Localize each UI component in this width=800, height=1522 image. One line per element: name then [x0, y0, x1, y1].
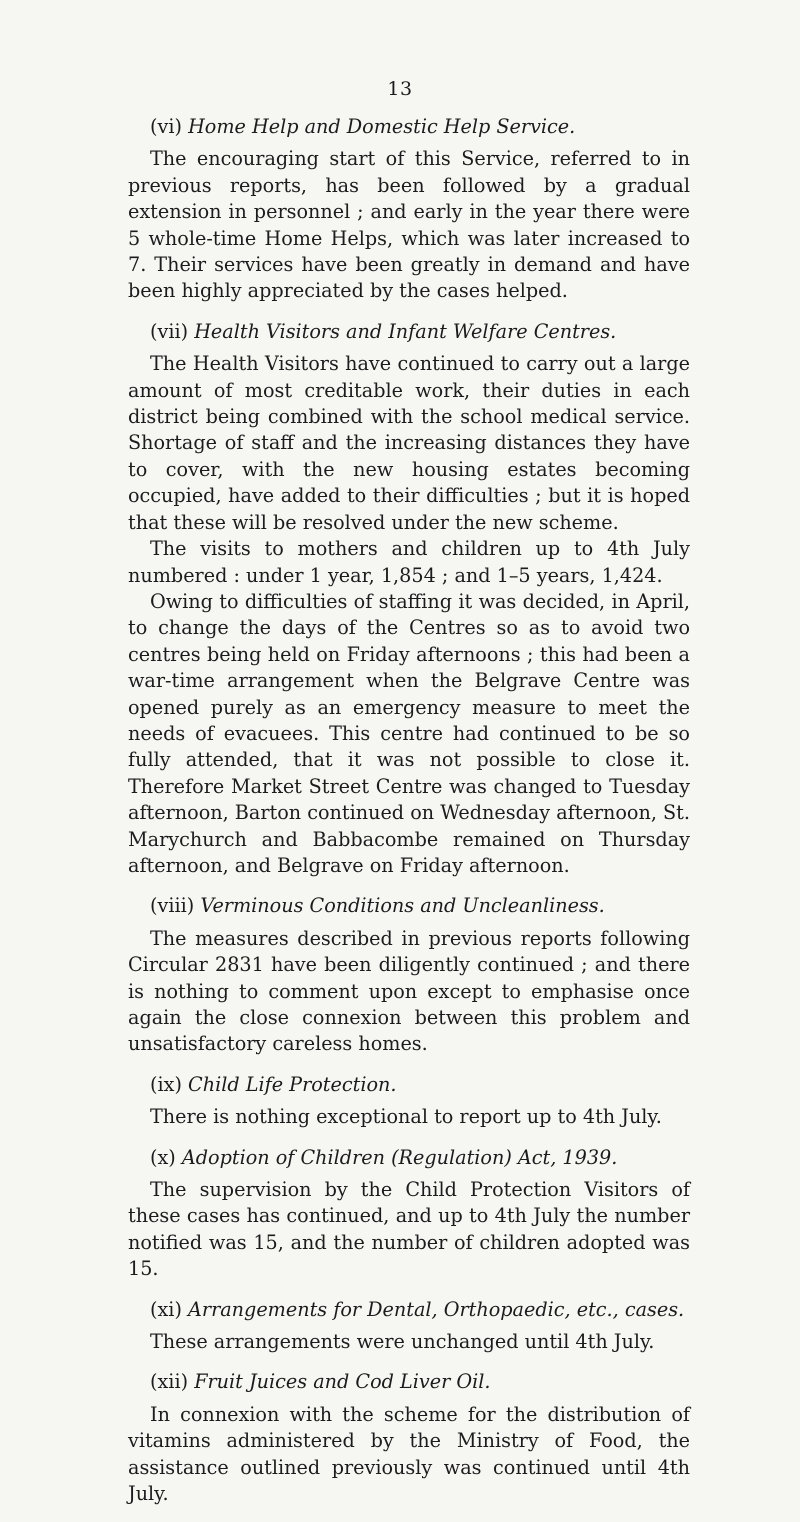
page-number: 13	[387, 78, 413, 100]
section-number: (xi)	[150, 1297, 182, 1321]
paragraph: The Health Visitors have continued to carry out a large amount of most creditable work, their duties in each district being combined with the school medical service. Shortage of staff and the increasing distances they have to cover, with the new housing estates becoming occupied, have added to their difficulties ; but it is hoped that these will be resolved under the new scheme.	[128, 352, 690, 534]
section-number: (vii)	[150, 319, 189, 343]
paragraph: There is nothing exceptional to report up to 4th July.	[150, 1105, 662, 1129]
section-title: Adoption of Children (Regulation) Act, 1939.	[181, 1145, 618, 1169]
section-health-visitors	[128, 319, 690, 880]
section-heading	[128, 1369, 690, 1395]
section-heading	[128, 1072, 690, 1098]
section-number: (vi)	[150, 115, 182, 138]
section-child-life-protection	[128, 1072, 690, 1131]
section-title: Child Life Protection.	[188, 1072, 397, 1096]
section-heading	[128, 1145, 690, 1171]
section-title: Health Visitors and Infant Welfare Centres.	[194, 319, 617, 343]
paragraph: In connexion with the scheme for the distribution of vitamins administered by the Ministry of Food, the assistance outlined previously was continued until 4th July.	[128, 1402, 690, 1506]
paragraph: Owing to difficulties of staffing it was decided, in April, to change the days of the Centres so as to avoid two centres being held on Friday afternoons ; this had been a war-time arrangement when the Belgrave Centre was opened purely as an emergency measure to meet the needs of evacuees. This centre had continued to be so fully attended, that it was not possible to close it. Therefore Market Street Centre was changed to Tuesday afternoon, Barton continued on Wednesday afternoon, St. Marychurch and Babbacombe remained on Thursday afternoon, and Belgrave on Friday afternoon.	[128, 589, 690, 877]
section-title: Verminous Conditions and Uncleanliness.	[200, 894, 605, 918]
paragraph: The encouraging start of this Service, referred to in previous reports, has been followed by a gradual extension in personnel ; and early in the year there were 5 whole-time Home Helps, which was later increased to 7. Their services have been greatly in demand and have been highly appreciated by the cases helped.	[128, 147, 690, 303]
section-number: (x)	[150, 1145, 176, 1169]
section-heading	[128, 1297, 690, 1323]
paragraph: The supervision by the Child Protection Visitors of these cases has continued, and up to 4th July the number notified was 15, and the number of children adopted was 15.	[128, 1178, 690, 1281]
paragraph: These arrangements were unchanged until 4th July.	[150, 1330, 655, 1354]
paragraph: The visits to mothers and children up to 4th July numbered : under 1 year, 1,854 ; and 1–5 years, 1,424.	[128, 537, 690, 587]
section-title: Fruit Juices and Cod Liver Oil.	[194, 1370, 491, 1394]
section-title: Home Help and Domestic Help Service.	[188, 115, 576, 138]
section-number: (ix)	[150, 1072, 182, 1096]
section-heading	[128, 114, 690, 140]
document-body	[128, 114, 690, 1522]
paragraph: The measures described in previous reports following Circular 2831 have been diligently continued ; and there is nothing to comment upon except to emphasise once again the close connexion between this problem and unsatisfactory careless homes.	[128, 926, 690, 1056]
section-fruit-juices	[128, 1369, 690, 1507]
section-title: Arrangements for Dental, Orthopaedic, etc., cases.	[188, 1297, 685, 1321]
section-adoption-act	[128, 1145, 690, 1283]
section-verminous-conditions	[128, 893, 690, 1057]
section-number: (viii)	[150, 894, 195, 918]
section-heading	[128, 893, 690, 919]
section-number: (xii)	[150, 1370, 189, 1394]
section-dental-orthopaedic	[128, 1297, 690, 1356]
section-home-help	[128, 114, 690, 305]
section-heading	[128, 319, 690, 345]
